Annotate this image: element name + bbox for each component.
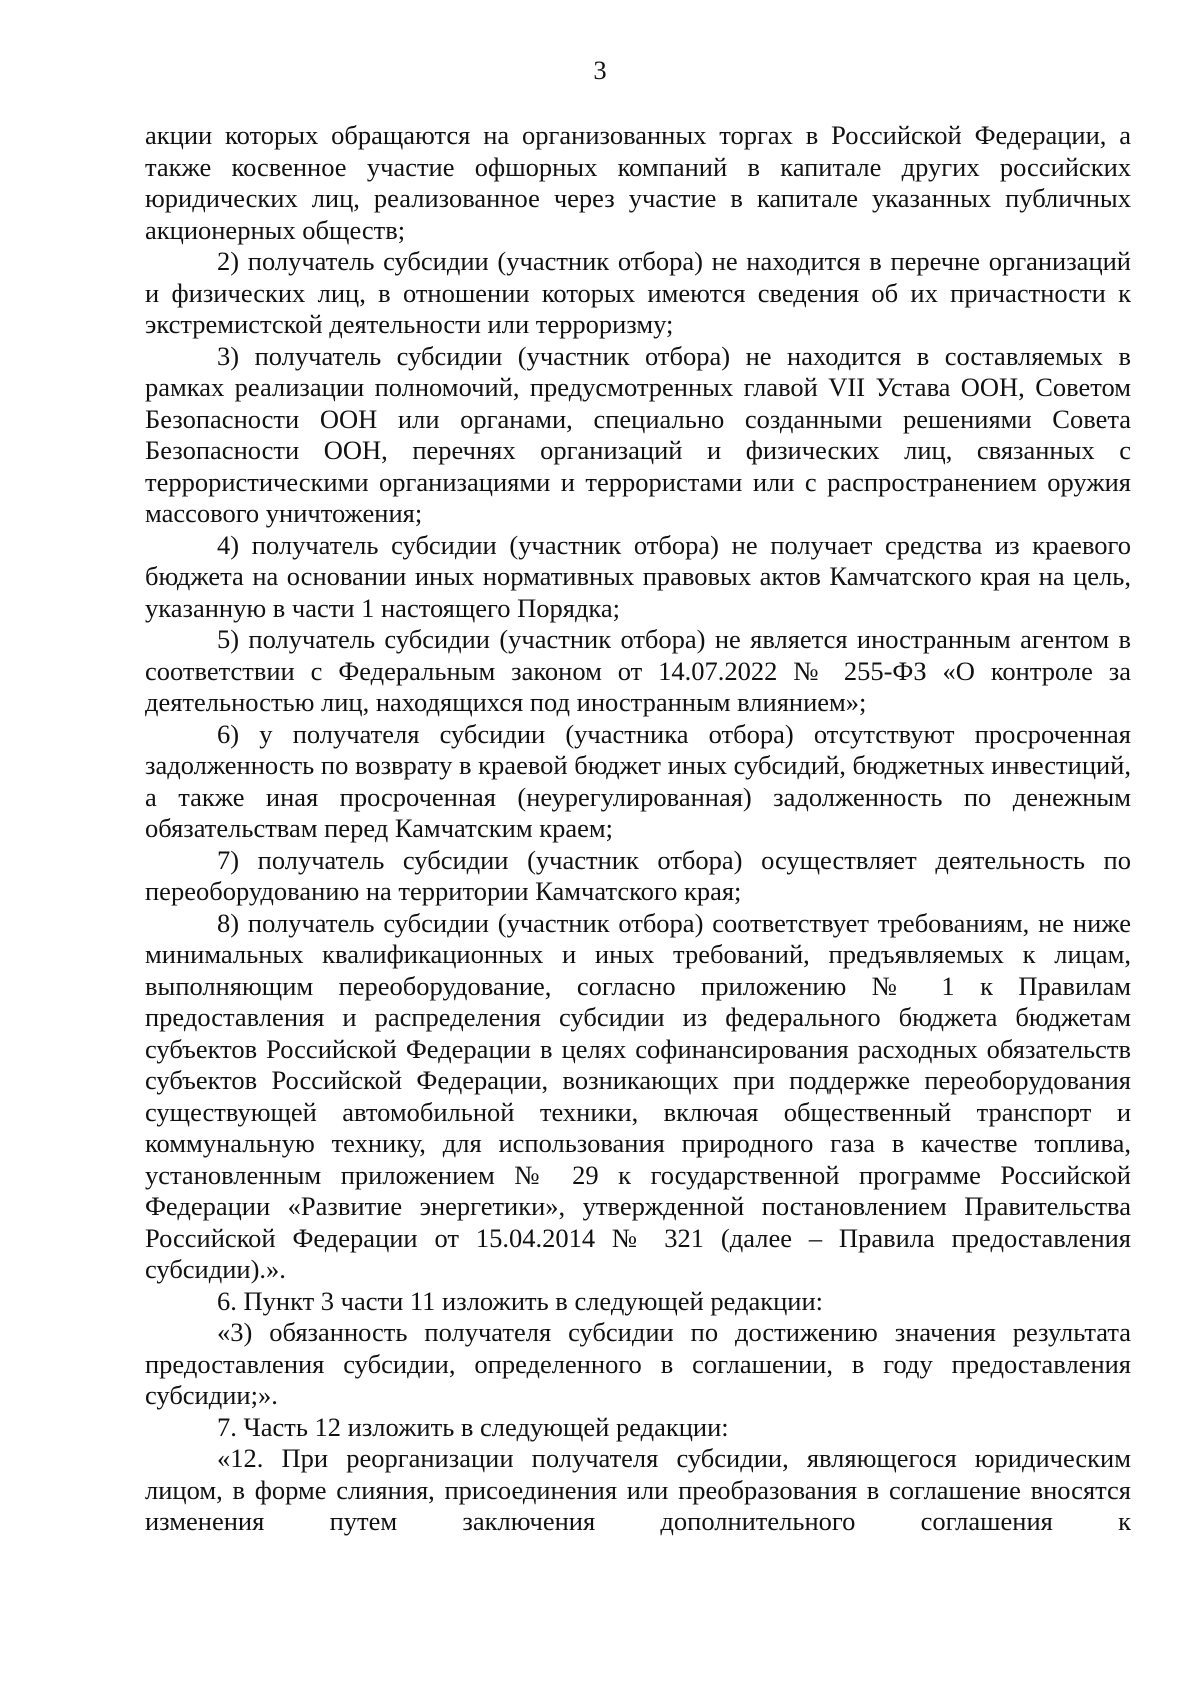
- paragraph-item-3: 3) получатель субсидии (участник отбора) не находится в составляемых в рамках реализации полномочий, предусмотренных главой VII Устава ООН, Советом Безопасности ООН или органами, специально созданными решениями Совета Безопасности ООН, перечнях организаций и физических лиц, связанных с террористическими организациями и террористами или с распространением оружия массового уничтожения;: [145, 340, 1131, 528]
- document-body: [145, 120, 1131, 1538]
- paragraph-item-6: 6) у получателя субсидии (участника отбора) отсутствуют просроченная задолженность по возврату в краевой бюджет иных субсидий, бюджетных инвестиций, а также иная просроченная (неурегулированная) задолженность по денежным обязательствам перед Камчатским краем;: [145, 718, 1131, 843]
- paragraph-item-8: 8) получатель субсидии (участник отбора) соответствует требованиям, не ниже минимальных квалификационных и иных требований, предъявляемых к лицам, выполняющим переоборудование, согласно приложению № 1 к Правилам предоставления и распределения субсидии из федерального бюджета бюджетам субъектов Российской Федерации в целях софинансирования расходных обязательств субъектов Российской Федерации, возникающих при поддержке переоборудования существующей автомобильной техники, включая общественный транспорт и коммунальную технику, для использования природного газа в качестве топлива, установленным приложением № 29 к государственной программе Российской Федерации «Развитие энергетики», утвержденной постановлением Правительства Российской Федерации от 15.04.2014 № 321 (далее – Правила предоставления субсидии).».: [145, 907, 1131, 1284]
- paragraph-item-5: 5) получатель субсидии (участник отбора) не является иностранным агентом в соответствии с Федеральным законом от 14.07.2022 № 255-ФЗ «О контроле за деятельностью лиц, находящихся под иностранным влиянием»;: [145, 624, 1131, 717]
- paragraph-item-4: 4) получатель субсидии (участник отбора) не получает средства из краевого бюджета на основании иных нормативных правовых актов Камчатского края на цель, указанную в части 1 настоящего Порядка;: [145, 529, 1131, 623]
- paragraph-amendment-6-text: «3) обязанность получателя субсидии по достижению значения результата предоставления субсидии, определенного в соглашении, в году предоставления субсидии;».: [145, 1317, 1131, 1410]
- paragraph-amendment-7-text: «12. При реорганизации получателя субсидии, являющегося юридическим лицом, в форме слияния, присоединения или преобразования в соглашение вносятся изменения путем заключения дополнительного соглашения к: [145, 1443, 1131, 1536]
- paragraph-amendment-6: 6. Пункт 3 части 11 изложить в следующей редакции:: [217, 1285, 824, 1316]
- page-number: 3: [593, 55, 607, 85]
- paragraph-item-7: 7) получатель субсидии (участник отбора) осуществляет деятельность по переоборудованию на территории Камчатского края;: [145, 844, 1131, 906]
- paragraph-item-2: 2) получатель субсидии (участник отбора) не находится в перечне организаций и физических лиц, в отношении которых имеются сведения об их причастности к экстремистской деятельности или терроризму;: [145, 246, 1131, 339]
- paragraph-continuation: акции которых обращаются на организованных торгах в Российской Федерации, а также косвенное участие офшорных компаний в капитале других российских юридических лиц, реализованное через участие в капитале указанных публичных акционерных обществ;: [145, 120, 1131, 245]
- paragraph-amendment-7: 7. Часть 12 изложить в следующей редакции:: [217, 1411, 729, 1442]
